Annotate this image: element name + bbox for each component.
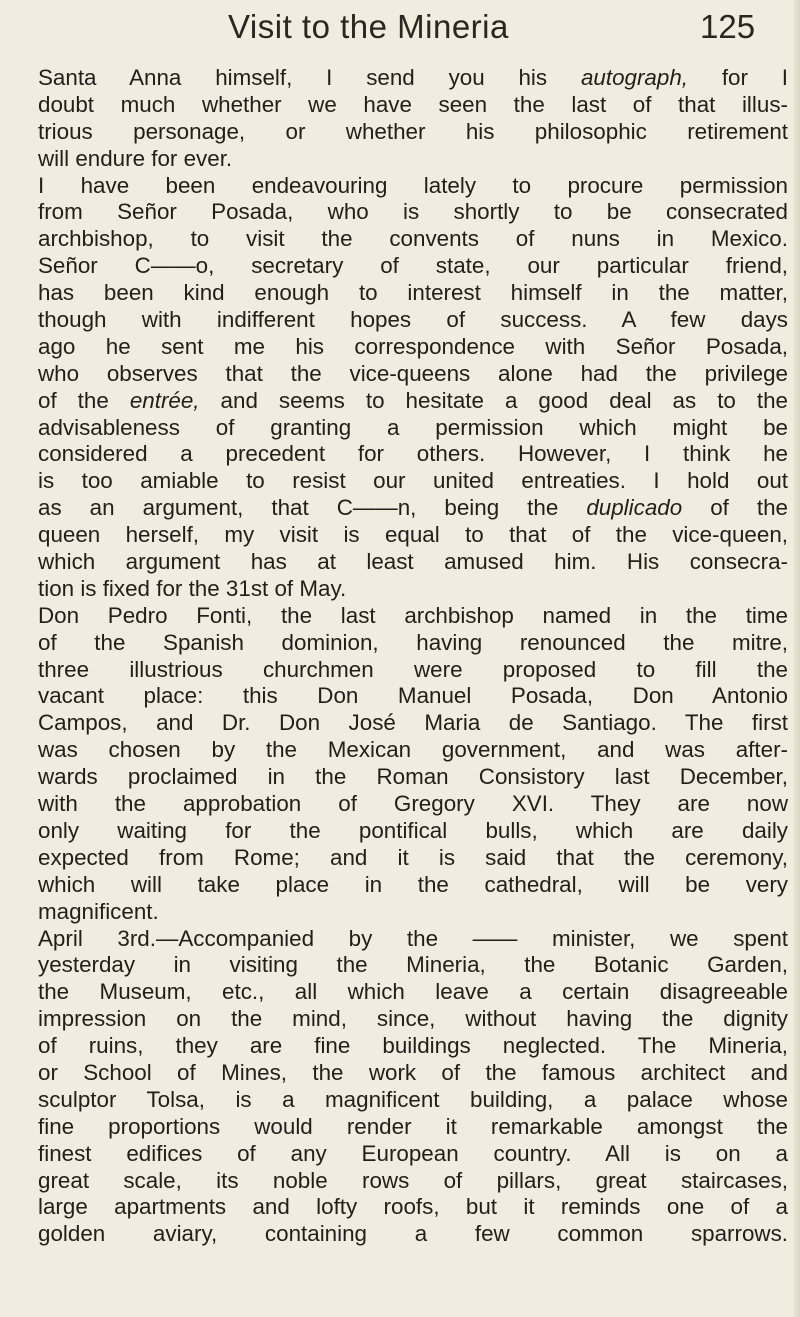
text-line: Don Pedro Fonti, the last archbishop named in the time	[38, 602, 788, 628]
text-line: magnificent.	[38, 898, 159, 924]
text-line: finest edifices of any European country. All is on a	[38, 1140, 788, 1166]
running-title: Visit to the Mineria	[228, 8, 509, 45]
text-line: April 3rd.—Accompanied by the —— minister, we spent	[38, 925, 788, 951]
text-line: expected from Rome; and it is said that the ceremony,	[38, 844, 788, 870]
text-line: advisableness of granting a permission which might be	[38, 414, 788, 440]
text-line: of the entrée, and seems to hesitate a good deal as to the	[38, 387, 788, 413]
text-line: tion is fixed for the 31st of May.	[38, 575, 347, 601]
text-line: impression on the mind, since, without having the dignity	[38, 1006, 788, 1032]
text-line: wards proclaimed in the Roman Consistory last December,	[38, 764, 788, 790]
body-text	[38, 65, 788, 1248]
page-edge-shadow	[794, 0, 800, 1317]
text-line: sculptor Tolsa, is a magnificent building, a palace whose	[38, 1086, 788, 1112]
text-line: which argument has at least amused him. His consecra-	[38, 549, 788, 575]
text-line: of ruins, they are fine buildings neglected. The Mineria,	[38, 1033, 788, 1059]
page-header	[0, 8, 800, 52]
text-line: doubt much whether we have seen the last of that illus-	[38, 91, 788, 117]
text-line: great scale, its noble rows of pillars, great staircases,	[38, 1167, 788, 1193]
text-line: archbishop, to visit the convents of nuns in Mexico.	[38, 226, 788, 252]
text-line: as an argument, that C——n, being the duplicado of the	[38, 495, 788, 521]
text-line: is too amiable to resist our united entreaties. I hold out	[38, 468, 788, 494]
text-line: ago he sent me his correspondence with Señor Posada,	[38, 333, 788, 359]
text-line: though with indifferent hopes of success. A few days	[38, 307, 788, 333]
text-line: will endure for ever.	[38, 145, 233, 171]
text-line: trious personage, or whether his philosophic retirement	[38, 118, 788, 144]
text-line: with the approbation of Gregory XVI. They are now	[38, 791, 788, 817]
text-line: I have been endeavouring lately to procure permission	[38, 172, 788, 198]
text-line: queen herself, my visit is equal to that of the vice-queen,	[38, 522, 788, 548]
page-number: 125	[700, 8, 756, 45]
text-line: has been kind enough to interest himself in the matter,	[38, 280, 788, 306]
text-line: from Señor Posada, who is shortly to be consecrated	[38, 199, 788, 225]
text-line: fine proportions would render it remarkable amongst the	[38, 1113, 788, 1139]
text-line: the Museum, etc., all which leave a certain disagreeable	[38, 979, 788, 1005]
text-line: yesterday in visiting the Mineria, the Botanic Garden,	[38, 952, 788, 978]
text-line: considered a precedent for others. However, I think he	[38, 441, 788, 467]
text-line: who observes that the vice-queens alone had the privilege	[38, 360, 788, 386]
text-line: large apartments and lofty roofs, but it reminds one of a	[38, 1194, 788, 1220]
text-line: of the Spanish dominion, having renounced the mitre,	[38, 629, 788, 655]
text-line: only waiting for the pontifical bulls, which are daily	[38, 817, 788, 843]
text-line: or School of Mines, the work of the famous architect and	[38, 1059, 788, 1085]
text-line: Santa Anna himself, I send you his autograph, for I	[38, 65, 788, 90]
text-line: was chosen by the Mexican government, and was after-	[38, 737, 788, 763]
text-line: which will take place in the cathedral, will be very	[38, 871, 788, 897]
text-line: golden aviary, containing a few common sparrows.	[38, 1221, 788, 1247]
text-line: vacant place: this Don Manuel Posada, Don Antonio	[38, 683, 788, 709]
text-line: Campos, and Dr. Don José Maria de Santiago. The first	[38, 710, 788, 736]
text-line: three illustrious churchmen were proposed to fill the	[38, 656, 788, 682]
text-line: Señor C——o, secretary of state, our particular friend,	[38, 253, 788, 279]
